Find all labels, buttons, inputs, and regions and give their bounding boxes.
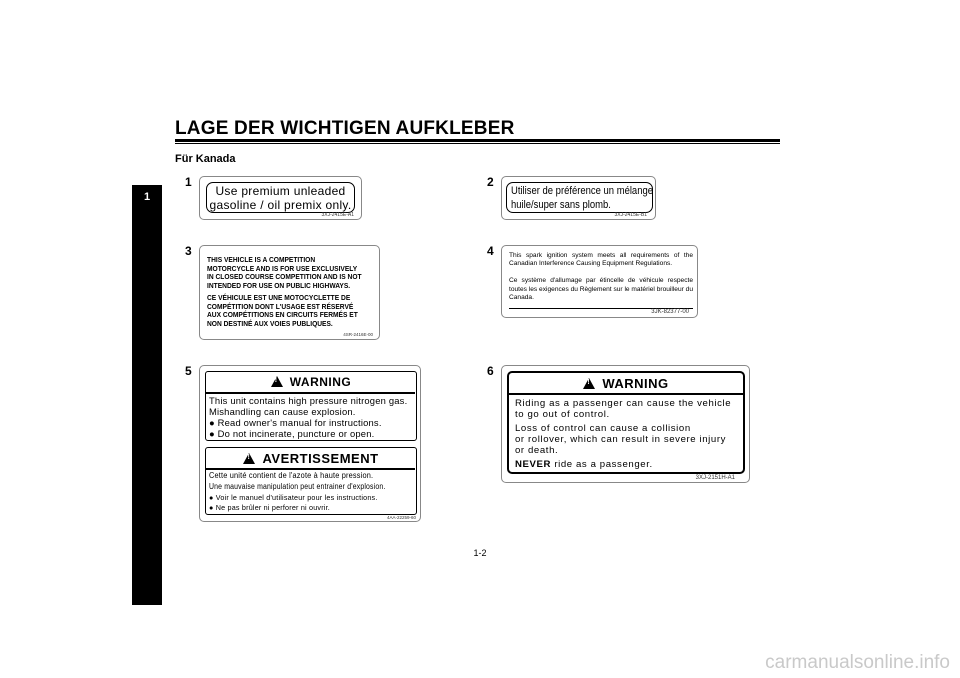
label-3-fr-3: AUX COMPÉTITIONS EN CIRCUITS FERMÉS ET (207, 310, 358, 320)
label-6-line-1: Riding as a passenger can cause the vehicle (515, 398, 732, 409)
label-5-warning-text: WARNING (289, 375, 352, 389)
label-1 (199, 176, 362, 220)
label-3 (199, 245, 380, 340)
label-3-fr-2: COMPÉTITION DONT L'USAGE EST RÉSERVÉ (207, 301, 354, 311)
label-5-warning-line-2: Mishandling can cause explosion. (209, 406, 356, 417)
warning-triangle-icon (243, 453, 255, 464)
label-5-avertissement-box (205, 447, 417, 515)
label-5-avert-text: AVERTISSEMENT (262, 451, 379, 466)
label-5-warning-line-1: This unit contains high pressure nitrogen gas. (209, 395, 408, 406)
label-3-en-3: IN CLOSED COURSE COMPETITION AND IS NOT (207, 272, 362, 282)
label-3-fr-1: CE VÉHICULE EST UNE MOTOCYCLETTE DE (207, 293, 351, 302)
label-1-code: 3XJ-2415E-A1 (321, 212, 354, 218)
label-5-warning-line-4: ● Do not incinerate, puncture or open. (209, 428, 375, 439)
label-5-warning-divider (206, 392, 415, 394)
chapter-tab (132, 185, 162, 605)
label-5-avert-line-4: ● Ne pas brûler ni perforer ni ouvrir. (209, 503, 330, 512)
label-6-never-line (515, 459, 653, 470)
chapter-number: 1 (143, 191, 151, 203)
page-number: 1-2 (473, 548, 487, 558)
label-5-avert-line-1: Cette unité contient de l'azote à haute pression. (209, 471, 374, 480)
label-5 (199, 365, 421, 522)
label-3-en-4: INTENDED FOR USE ON PUBLIC HIGHWAYS. (207, 280, 351, 290)
label-6-code: 3XJ-2151H-A1 (695, 475, 735, 481)
watermark: carmanualsonline.info (765, 652, 950, 673)
label-5-avert-heading (206, 451, 416, 466)
label-4-en: This spark ignition system meets all requirements of the Canadian Interference Causing Equipment Regulations. (509, 252, 693, 268)
label-5-warning-box (205, 371, 417, 441)
label-3-number: 3 (185, 244, 192, 258)
label-4 (501, 245, 698, 318)
label-6-line-4: or rollover, which can result in severe injury (515, 434, 727, 445)
label-2-code: 3XJ-2415E-B1 (614, 212, 647, 218)
label-5-number: 5 (185, 364, 192, 378)
label-6-line-5: or death. (515, 445, 559, 456)
label-5-warning-heading (206, 375, 416, 389)
label-2-line-2: huile/super sans plomb. (511, 199, 611, 211)
label-6-warning-heading (509, 376, 743, 391)
title-rule-thin (175, 143, 780, 144)
label-1-frame (206, 182, 355, 213)
label-2-frame (506, 182, 653, 213)
label-4-number: 4 (487, 244, 494, 258)
label-4-fr: Ce système d'allumage par étincelle de véhicule respecte toutes les exigences du Règlement sur le matériel brouilleur du Canada. (509, 277, 693, 301)
title-rule (175, 139, 780, 142)
label-2 (501, 176, 656, 220)
page-subtitle: Für Kanada (175, 153, 236, 165)
label-5-avert-line-2: Une mauvaise manipulation peut entrainer d'explosion. (209, 482, 386, 491)
label-6-warning-text: WARNING (602, 376, 669, 391)
label-6-warning-box (507, 371, 745, 474)
label-6-warning-divider (509, 393, 743, 395)
label-2-number: 2 (487, 175, 494, 189)
label-6 (501, 365, 750, 483)
label-6-never-rest: ride as a passenger. (551, 459, 653, 470)
label-1-line-2: gasoline / oil premix only. (209, 198, 352, 212)
label-6-never-bold: NEVER (515, 459, 552, 470)
label-6-line-2: to go out of control. (515, 409, 610, 420)
label-4-code: 3JK-82377-00 (651, 309, 689, 315)
label-5-warning-line-3: ● Read owner's manual for instructions. (209, 417, 382, 428)
label-3-en-1: THIS VEHICLE IS A COMPETITION (207, 255, 316, 264)
label-3-en-2: MOTORCYCLE AND IS FOR USE EXCLUSIVELY (207, 263, 358, 273)
label-3-fr-4: NON DESTINÉ AUX VOIES PUBLIQUES. (207, 318, 333, 328)
label-5-avert-line-3: ● Voir le manuel d'utilisateur pour les instructions. (209, 493, 378, 502)
warning-triangle-icon (583, 378, 595, 389)
label-1-number: 1 (185, 175, 192, 189)
warning-triangle-icon (271, 376, 283, 387)
label-2-line-1: Utiliser de préférence un mélange (511, 185, 653, 197)
label-5-code: 4AA-22259-60 (386, 515, 416, 520)
page-title: LAGE DER WICHTIGEN AUFKLEBER (175, 118, 515, 139)
label-6-line-3: Loss of control can cause a collision (515, 423, 691, 434)
label-3-code: 4SR-2416E-00 (343, 332, 373, 337)
label-6-number: 6 (487, 364, 494, 378)
label-1-line-1: Use premium unleaded (215, 184, 346, 198)
